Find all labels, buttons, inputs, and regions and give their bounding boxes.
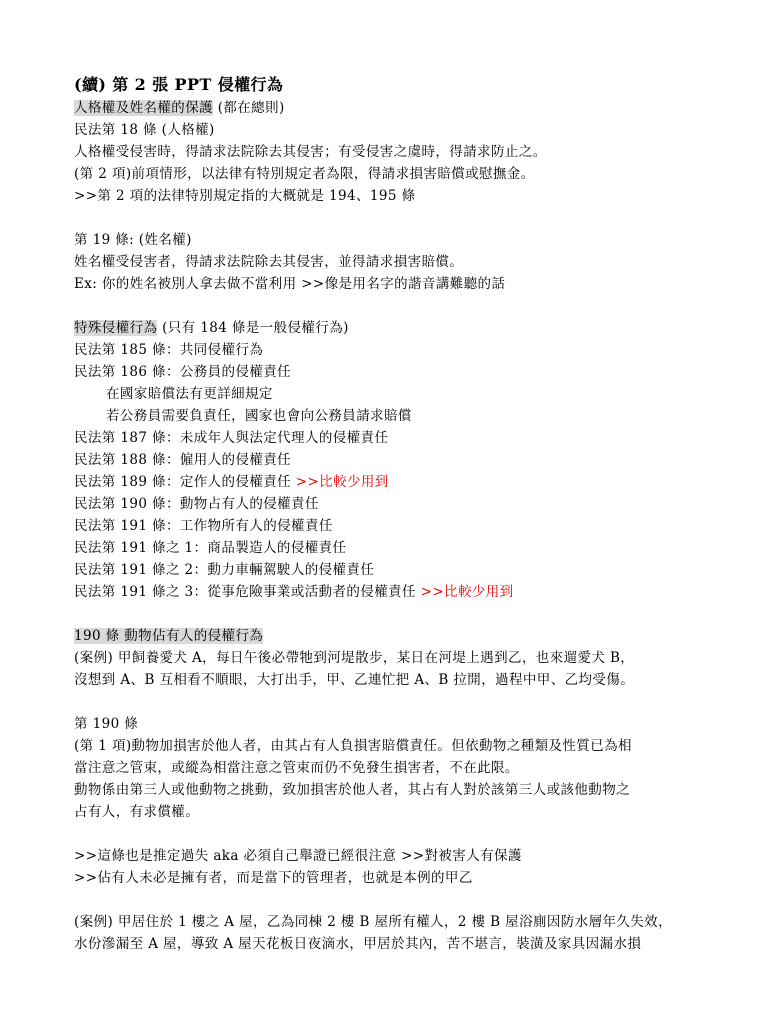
highlighted-heading: 190 條 動物佔有人的侵權行為 [74, 628, 264, 644]
case-2-line-2: 水份滲漏至 A 屋，導致 A 屋天花板日夜滴水，甲居於其內，苦不堪言，裝潢及家具因漏水損 [74, 936, 642, 952]
article-186-note-2: 若公務員需要負責任，國家也會向公務員請求賠償 [106, 408, 412, 424]
highlighted-heading: 人格權及姓名權的保護 [74, 100, 213, 116]
case-2-line-1: (案例) 甲居住於 1 樓之 A 屋，乙為同棟 2 樓 B 屋所有權人，2 樓 B 屋浴廁因防水層年久失效， [74, 914, 672, 930]
article-18-note: >>第 2 項的法律特別規定指的大概就是 194、195 條 [74, 188, 416, 204]
article-191-1: 民法第 191 條之 1：商品製造人的侵權責任 [74, 540, 347, 556]
heading-note: (只有 184 條是一般侵權行為) [157, 320, 349, 336]
highlighted-heading: 特殊侵權行為 [74, 320, 158, 336]
article-190-line-1: (第 1 項)動物加損害於他人者，由其占有人負損害賠償責任。但依動物之種類及性質已為相 [74, 738, 632, 754]
article-191-3-text: 民法第 191 條之 3：從事危險事業或活動者的侵權責任 [74, 584, 421, 600]
article-19-text: 姓名權受侵害者，得請求法院除去其侵害，並得請求損害賠償。 [74, 254, 464, 270]
article-19-example: Ex: 你的姓名被別人拿去做不當利用 >>像是用名字的諧音講難聽的話 [74, 276, 506, 292]
article-191: 民法第 191 條：工作物所有人的侵權責任 [74, 518, 333, 534]
article-18-para2: (第 2 項)前項情形，以法律有特別規定者為限，得請求損害賠償或慰撫金。 [74, 166, 535, 182]
case-1-line-2: 沒想到 A、B 互相看不順眼，大打出手，甲、乙連忙把 A、B 拉開，過程中甲、乙均受傷。 [74, 672, 635, 688]
article-191-3 [74, 583, 514, 601]
article-189-remark: >>比較少用到 [295, 474, 389, 490]
article-190: 民法第 190 條：動物占有人的侵權責任 [74, 496, 319, 512]
article-186-note-1: 在國家賠償法有更詳細規定 [106, 386, 273, 402]
article-191-2: 民法第 191 條之 2：動力車輛駕駛人的侵權責任 [74, 562, 375, 578]
article-185: 民法第 185 條：共同侵權行為 [74, 342, 264, 358]
section-heading-special-torts [74, 319, 349, 337]
article-19-heading: 第 19 條: (姓名權) [74, 232, 192, 248]
article-18-text: 人格權受侵害時，得請求法院除去其侵害；有受侵害之虞時，得請求防止之。 [74, 144, 547, 160]
case-1-line-1: (案例) 甲飼養愛犬 A，每日午後必帶牠到河堤散步，某日在河堤上遇到乙，也來遛愛犬 B， [74, 650, 635, 666]
article-189-text: 民法第 189 條：定作人的侵權責任 [74, 474, 296, 490]
article-188: 民法第 188 條：僱用人的侵權責任 [74, 452, 292, 468]
note-possessor: >>佔有人未必是擁有者，而是當下的管理者，也就是本例的甲乙 [74, 870, 473, 886]
article-187: 民法第 187 條：未成年人與法定代理人的侵權責任 [74, 430, 389, 446]
article-190-heading: 第 190 條 [74, 716, 139, 732]
article-191-3-remark: >>比較少用到 [420, 584, 514, 600]
article-18-heading: 民法第 18 條 (人格權) [74, 122, 215, 138]
article-190-line-2: 當注意之管束，或縱為相當注意之管束而仍不免發生損害者，不在此限。 [74, 760, 519, 776]
section-heading-personality-name-rights [74, 99, 285, 117]
article-186: 民法第 186 條：公務員的侵權責任 [74, 364, 292, 380]
article-190-line-4: 占有人，有求償權。 [74, 804, 200, 820]
article-189 [74, 473, 389, 491]
note-presumed-negligence: >>這條也是推定過失 aka 必須自己舉證已經很注意 >>對被害人有保護 [74, 848, 522, 864]
article-190-line-3: 動物係由第三人或他動物之挑動，致加損害於他人者，其占有人對於該第三人或該他動物之 [74, 782, 630, 798]
section-heading-animal-possessor [74, 627, 263, 645]
page-title: (續) 第 2 張 PPT 侵權行為 [74, 75, 284, 94]
heading-note: (都在總則) [213, 100, 285, 116]
